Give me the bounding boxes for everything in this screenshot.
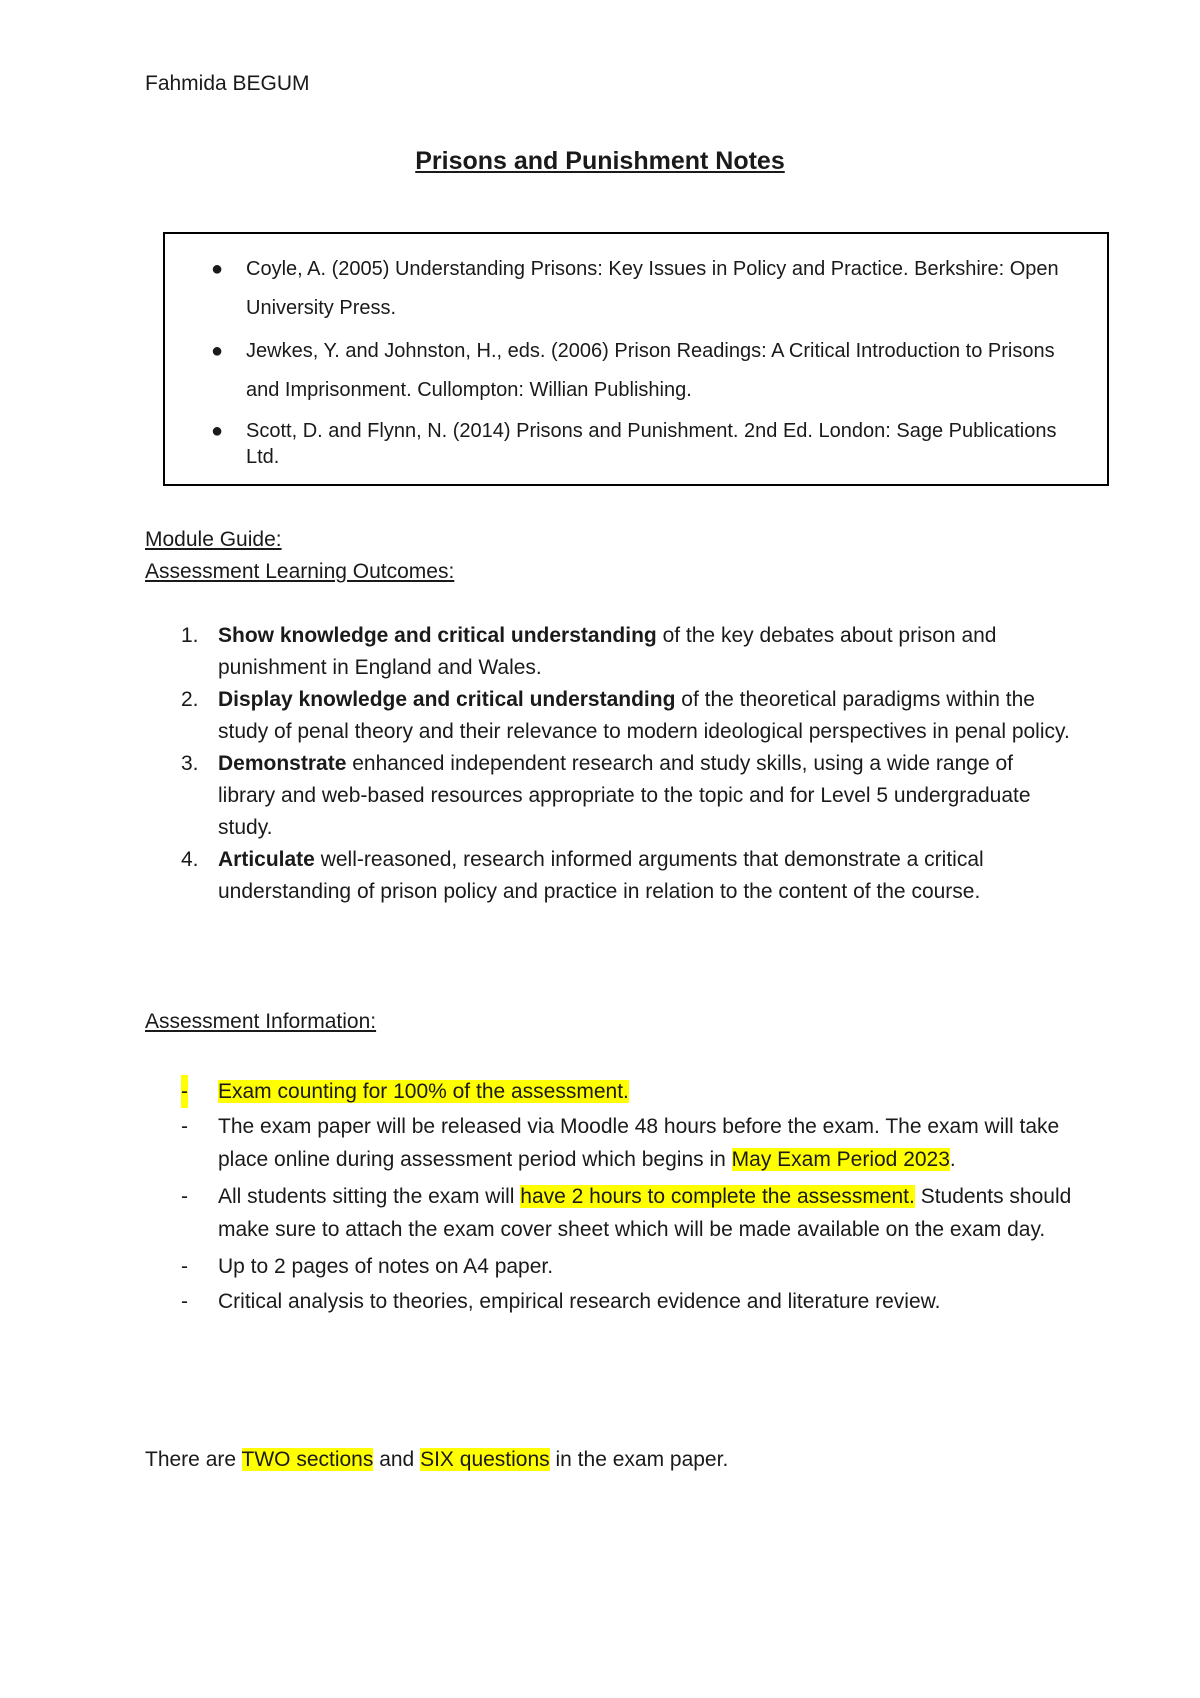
outcome-number: 2. bbox=[181, 688, 199, 711]
outcome-number: 1. bbox=[181, 624, 199, 647]
note-text: There are bbox=[145, 1448, 242, 1471]
reference-text: Scott, D. and Flynn, N. (2014) Prisons and Punishment. 2nd Ed. London: Sage Publications Ltd. bbox=[246, 420, 1057, 468]
note-text: in the exam paper. bbox=[549, 1448, 729, 1471]
info-text: . bbox=[949, 1148, 956, 1171]
info-item bbox=[145, 1285, 1075, 1318]
info-text-highlight: Exam counting for 100% of the assessment. bbox=[218, 1080, 629, 1103]
outcome-bold: Display knowledge and critical understanding bbox=[218, 688, 676, 711]
info-text: Critical analysis to theories, empirical research evidence and literature review. bbox=[218, 1290, 941, 1313]
info-text-highlight: have 2 hours to complete the assessment. bbox=[520, 1185, 915, 1208]
outcome-text: well-reasoned, research informed arguments that demonstrate a critical understanding of prison policy and practice in relation to the content of the course. bbox=[218, 848, 984, 903]
module-guide-heading: Module Guide: bbox=[145, 528, 282, 551]
dash-marker: - bbox=[181, 1115, 188, 1138]
outcome-bold: Show knowledge and critical understanding bbox=[218, 624, 657, 647]
outcome-number: 4. bbox=[181, 848, 199, 871]
info-heading: Assessment Information: bbox=[145, 1010, 377, 1033]
outcomes-heading: Assessment Learning Outcomes: bbox=[145, 560, 455, 583]
author-name: Fahmida BEGUM bbox=[145, 72, 310, 95]
info-item bbox=[145, 1180, 1075, 1246]
info-item bbox=[145, 1110, 1075, 1176]
info-text-highlight: May Exam Period 2023 bbox=[731, 1148, 950, 1171]
outcome-bold: Articulate bbox=[218, 848, 315, 871]
info-item bbox=[145, 1075, 1075, 1108]
outcome-item bbox=[145, 620, 1075, 684]
info-text: Students should make sure to attach the exam cover sheet which will be made available on the exam day. bbox=[218, 1185, 1072, 1241]
info-text: All students sitting the exam will bbox=[218, 1185, 521, 1208]
dash-marker: - bbox=[181, 1255, 188, 1278]
note-text: and bbox=[373, 1448, 421, 1471]
outcome-item bbox=[145, 844, 1075, 908]
bullet-icon: ● bbox=[211, 340, 224, 362]
exam-structure-note bbox=[145, 1448, 728, 1472]
outcome-item bbox=[145, 748, 1075, 844]
outcome-item bbox=[145, 684, 1075, 748]
info-item bbox=[145, 1250, 1075, 1283]
dash-marker: - bbox=[181, 1075, 188, 1108]
bullet-icon: ● bbox=[211, 258, 224, 280]
document-title: Prisons and Punishment Notes bbox=[415, 147, 785, 175]
reference-text: Coyle, A. (2005) Understanding Prisons: Key Issues in Policy and Practice. Berkshire: Open University Press. bbox=[246, 258, 1059, 319]
dash-marker: - bbox=[181, 1185, 188, 1208]
dash-marker: - bbox=[181, 1290, 188, 1313]
reference-text: Jewkes, Y. and Johnston, H., eds. (2006) Prison Readings: A Critical Introduction to Prisons and Imprisonment. Cullompton: Willian Publishing. bbox=[246, 340, 1055, 401]
bullet-icon: ● bbox=[211, 420, 224, 442]
outcome-text: enhanced independent research and study skills, using a wide range of library and web-based resources appropriate to the topic and for Level 5 undergraduate study. bbox=[218, 752, 1031, 839]
info-text: Up to 2 pages of notes on A4 paper. bbox=[218, 1255, 554, 1278]
outcome-bold: Demonstrate bbox=[218, 752, 347, 775]
note-highlight: TWO sections bbox=[241, 1448, 374, 1471]
info-list bbox=[145, 1075, 1075, 1318]
outcome-text: of the theoretical paradigms within the study of penal theory and their relevance to modern ideological perspectives in penal policy. bbox=[218, 688, 1070, 743]
references-box bbox=[163, 232, 1109, 486]
outcome-number: 3. bbox=[181, 752, 199, 775]
outcome-text: of the key debates about prison and punishment in England and Wales. bbox=[218, 624, 997, 679]
outcomes-list bbox=[145, 620, 1075, 908]
note-highlight: SIX questions bbox=[420, 1448, 550, 1471]
info-text: The exam paper will be released via Moodle 48 hours before the exam. The exam will take place online during assessment period which begins in bbox=[218, 1115, 1060, 1171]
